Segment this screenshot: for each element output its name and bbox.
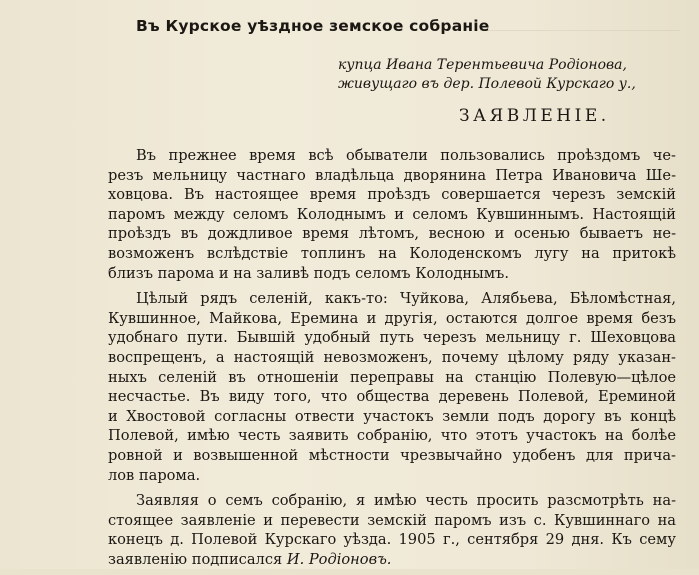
text-line: лов паромa. xyxy=(108,466,201,484)
addressee-title: Въ Курское уѣздное земское собраніе xyxy=(136,17,490,35)
sender-line: живущаго въ дер. Полевой Курскаго у., xyxy=(338,76,636,92)
text-line: ровной и возвышенной мѣстности чрезвычайно удобенъ для прича- xyxy=(108,446,676,464)
paragraph-1 xyxy=(108,146,676,283)
text-line: Полевой, имѣю честь заявить собранію, что этотъ участокъ на болѣе xyxy=(108,427,676,445)
text-line: Въ прежнее время всѣ обыватели пользовались проѣздомъ че- xyxy=(136,147,676,164)
text-line: паромъ между селомъ Колоднымъ и селомъ Кувшиннымъ. Настоящій xyxy=(108,205,676,223)
text-line: ныхъ селеній въ отношеніи переправы на станцію Полевую—цѣлое xyxy=(108,368,676,386)
text-line: близъ парома и на заливѣ подъ селомъ Колоднымъ. xyxy=(108,264,509,282)
text-line: стоящее заявленіе и перевести земскій паромъ изъ с. Кувшиннаго на xyxy=(108,511,676,529)
paragraph-3 xyxy=(108,491,676,569)
text-line: несчастье. Въ виду того, что общества деревень Полевой, Ереминой xyxy=(108,388,676,406)
text-line: и Хвостовой согласны отвести участокъ земли подъ дорогу въ концѣ xyxy=(108,407,676,425)
text-line: ховцова. Въ настоящее время проѣздъ совершается черезъ земскій xyxy=(108,186,676,204)
text-line: возможенъ вслѣдствіе топлинъ на Колоденскомъ лугу на притокѣ xyxy=(108,244,676,262)
text-line: конецъ д. Полевой Курскаго уѣзда. 1905 г., сентября 29 дня. Къ сему xyxy=(108,531,676,549)
text-line: резъ мельницу частнаго владѣльца дворянина Петра Ивановича Ше- xyxy=(108,166,676,184)
bleed-through-texture xyxy=(480,30,680,41)
sender-block xyxy=(338,56,678,94)
statement-heading: ЗАЯВЛЕНІЕ. xyxy=(459,106,610,126)
closing-text: заявленію подписался xyxy=(108,550,287,568)
text-line-with-signature xyxy=(108,550,676,570)
text-line: воспрещенъ, а настоящій невозможенъ, почему цѣлому ряду указан- xyxy=(108,348,676,366)
text-line: Заявляя о семъ собранію, я имѣю честь просить разсмотрѣть на- xyxy=(136,492,676,510)
text-line: Кувшинное, Майкова, Еремина и другія, остаются долгое время безъ xyxy=(108,309,676,327)
text-line: Цѣлый рядъ селеній, какъ-то: Чуйкова, Алябьева, Бѣломѣстная, xyxy=(136,290,676,308)
text-line: удобнаго пути. Бывшій удобный путь черезъ мельницу г. Шеховцова xyxy=(108,329,676,347)
text-line: проѣздъ въ дождливое время лѣтомъ, весною и осенью бываетъ не- xyxy=(108,225,676,243)
signature: И. Родіоновъ. xyxy=(286,550,392,568)
paragraph-2 xyxy=(108,289,676,485)
statement-body xyxy=(108,146,676,575)
sender-line: купца Ивана Терентьевича Родіонова, xyxy=(338,57,627,73)
